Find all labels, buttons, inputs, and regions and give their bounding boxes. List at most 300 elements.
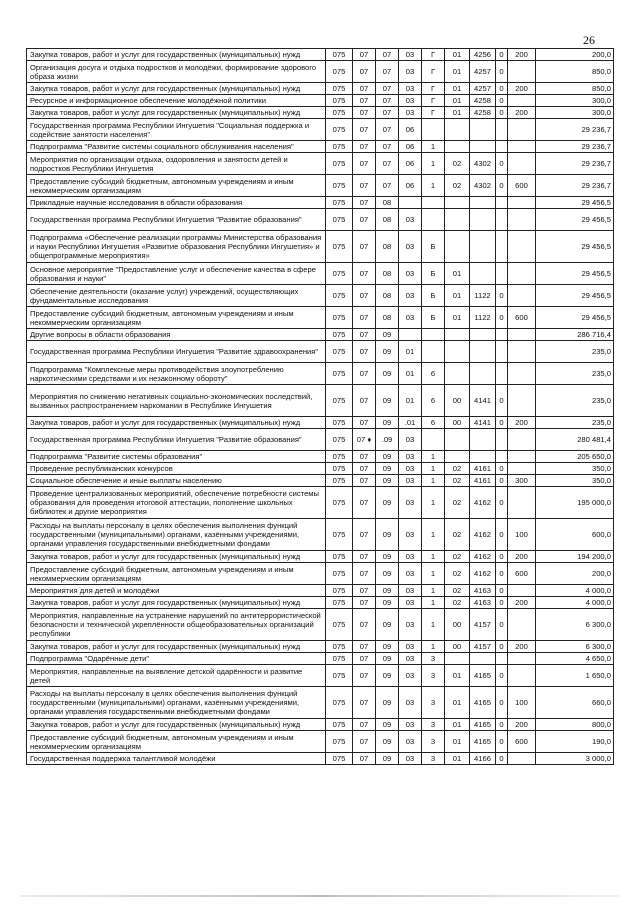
code-direction — [470, 653, 496, 665]
code-program: 03 — [399, 563, 422, 585]
row-name: Закупка товаров, работ и услуг для государственных (муниципальных) нужд — [27, 49, 326, 61]
code-main-event — [445, 451, 470, 463]
code-direction — [470, 451, 496, 463]
code-subprogram: 1 — [422, 641, 445, 653]
row-amount: 29 456,5 — [536, 197, 614, 209]
code-program: 03 — [399, 719, 422, 731]
code-admin: 075 — [326, 519, 353, 551]
code-program: 03 — [399, 285, 422, 307]
row-amount: 600,0 — [536, 519, 614, 551]
code-extra: 0 — [496, 95, 508, 107]
code-main-event: 02 — [445, 519, 470, 551]
code-program: 03 — [399, 487, 422, 519]
code-main-event: 02 — [445, 153, 470, 175]
code-direction: 4165 — [470, 665, 496, 687]
table-row — [27, 285, 614, 307]
row-name: Предоставление субсидий бюджетным, автономным учреждениям и иным некоммерческим организациям — [27, 175, 326, 197]
code-extra: 0 — [496, 753, 508, 765]
code-subsection: 09 — [376, 551, 399, 563]
code-subprogram — [422, 209, 445, 231]
row-name: Проведение централизованных мероприятий, обеспечение потребности системы образования для проведения итоговой аттестации, пополнение школьных библиотек и другие мероприятия — [27, 487, 326, 519]
table-row — [27, 341, 614, 363]
code-admin: 075 — [326, 49, 353, 61]
code-expense-type: 600 — [508, 175, 536, 197]
code-subprogram — [422, 341, 445, 363]
code-main-event: 02 — [445, 597, 470, 609]
code-subsection: 07 — [376, 153, 399, 175]
code-program: 03 — [399, 61, 422, 83]
code-extra — [496, 141, 508, 153]
code-program: 03 — [399, 451, 422, 463]
code-admin: 075 — [326, 585, 353, 597]
row-name: Государственная программа Республики Ингушетия "Социальная поддержка и содействие занятости населения" — [27, 119, 326, 141]
row-name: Подпрограмма «Обеспечение реализации программы Министерства образования и науки Республики Ингушетия «Развитие образования Республики Ингушетия» и общепрограммные мероприятия» — [27, 231, 326, 263]
table-row — [27, 563, 614, 585]
code-extra: 0 — [496, 665, 508, 687]
row-name: Мероприятия для детей и молодёжи — [27, 585, 326, 597]
row-name: Расходы на выплаты персоналу в целях обеспечения выполнения функций государственными (муниципальными) органами, казёнными учреждениями, органами управления государственными внебюджетными фондами — [27, 687, 326, 719]
code-section: 07 ♦ — [353, 429, 376, 451]
code-main-event — [445, 341, 470, 363]
table-row — [27, 231, 614, 263]
code-subsection: 09 — [376, 563, 399, 585]
code-direction: 4141 — [470, 417, 496, 429]
code-main-event — [445, 429, 470, 451]
code-subsection: 07 — [376, 61, 399, 83]
row-amount: 300,0 — [536, 95, 614, 107]
row-amount: 800,0 — [536, 719, 614, 731]
code-main-event: 02 — [445, 487, 470, 519]
code-expense-type: 200 — [508, 49, 536, 61]
row-amount: 4 000,0 — [536, 585, 614, 597]
code-program: 01 — [399, 385, 422, 417]
code-subprogram: 1 — [422, 551, 445, 563]
code-program: 03 — [399, 753, 422, 765]
code-direction — [470, 197, 496, 209]
row-name: Предоставление субсидий бюджетным, автономным учреждениям и иным некоммерческим организациям — [27, 563, 326, 585]
code-expense-type: 300 — [508, 475, 536, 487]
code-admin: 075 — [326, 597, 353, 609]
table-row — [27, 107, 614, 119]
code-extra — [496, 341, 508, 363]
code-subsection: 09 — [376, 585, 399, 597]
code-direction: 4302 — [470, 153, 496, 175]
code-main-event: 00 — [445, 641, 470, 653]
code-main-event — [445, 231, 470, 263]
code-direction: 4161 — [470, 475, 496, 487]
code-subprogram: 1 — [422, 609, 445, 641]
table-row — [27, 719, 614, 731]
code-extra — [496, 329, 508, 341]
code-admin: 075 — [326, 487, 353, 519]
row-name: Расходы на выплаты персоналу в целях обеспечения выполнения функций государственными (муниципальными) органами, казёнными учреждениями, органами управления государственными внебюджетными фондами — [27, 519, 326, 551]
code-admin: 075 — [326, 665, 353, 687]
code-subprogram: Г — [422, 107, 445, 119]
table-row — [27, 429, 614, 451]
row-name: Закупка товаров, работ и услуг для государственных (муниципальных) нужд — [27, 719, 326, 731]
row-amount: 235,0 — [536, 363, 614, 385]
code-program: 03 — [399, 519, 422, 551]
code-admin: 075 — [326, 83, 353, 95]
code-subsection: 09 — [376, 363, 399, 385]
code-section: 07 — [353, 551, 376, 563]
row-name: Закупка товаров, работ и услуг для государственных (муниципальных) нужд — [27, 83, 326, 95]
row-name: Проведение республиканских конкурсов — [27, 463, 326, 475]
row-amount: 235,0 — [536, 417, 614, 429]
table-row — [27, 197, 614, 209]
code-subsection: 09 — [376, 653, 399, 665]
code-expense-type — [508, 429, 536, 451]
code-admin: 075 — [326, 363, 353, 385]
code-admin: 075 — [326, 475, 353, 487]
code-direction: 1122 — [470, 307, 496, 329]
code-admin: 075 — [326, 341, 353, 363]
code-expense-type — [508, 665, 536, 687]
code-direction — [470, 141, 496, 153]
code-subprogram: Г — [422, 95, 445, 107]
code-subprogram: 1 — [422, 141, 445, 153]
code-section: 07 — [353, 141, 376, 153]
row-amount: 660,0 — [536, 687, 614, 719]
code-subprogram: 1 — [422, 153, 445, 175]
code-expense-type: 200 — [508, 641, 536, 653]
code-extra: 0 — [496, 49, 508, 61]
code-admin: 075 — [326, 263, 353, 285]
code-subsection: 07 — [376, 83, 399, 95]
code-extra: 0 — [496, 385, 508, 417]
code-subsection: 07 — [376, 49, 399, 61]
code-subsection: 09 — [376, 597, 399, 609]
code-admin: 075 — [326, 731, 353, 753]
code-program: .01 — [399, 417, 422, 429]
code-admin: 075 — [326, 307, 353, 329]
code-subsection: 07 — [376, 175, 399, 197]
row-name: Предоставление субсидий бюджетным, автономным учреждениям и иным некоммерческим организациям — [27, 731, 326, 753]
code-extra: 0 — [496, 731, 508, 753]
row-name: Мероприятия, направленные на устранение нарушений по антитеррористической безопасности и технической укреплённости общеобразовательных организаций республики — [27, 609, 326, 641]
code-extra: 0 — [496, 107, 508, 119]
table-row — [27, 609, 614, 641]
code-subprogram: 3 — [422, 731, 445, 753]
code-section: 07 — [353, 83, 376, 95]
table-row — [27, 175, 614, 197]
code-expense-type — [508, 451, 536, 463]
table-row — [27, 153, 614, 175]
row-name: Социальное обеспечение и иные выплаты населению — [27, 475, 326, 487]
row-name: Ресурсное и информационное обеспечение молодёжной политики — [27, 95, 326, 107]
row-amount: 200,0 — [536, 563, 614, 585]
code-program: 03 — [399, 585, 422, 597]
code-direction: 4258 — [470, 95, 496, 107]
code-direction: 4256 — [470, 49, 496, 61]
table-row — [27, 475, 614, 487]
table-row — [27, 665, 614, 687]
row-amount: 29 236,7 — [536, 141, 614, 153]
code-main-event: 00 — [445, 417, 470, 429]
code-main-event: 02 — [445, 463, 470, 475]
code-section: 07 — [353, 341, 376, 363]
code-expense-type — [508, 363, 536, 385]
code-extra: 0 — [496, 719, 508, 731]
code-direction — [470, 263, 496, 285]
code-subsection: 09 — [376, 519, 399, 551]
code-subsection: 09 — [376, 329, 399, 341]
code-subsection: .09 — [376, 429, 399, 451]
code-section: 07 — [353, 95, 376, 107]
code-subsection: 08 — [376, 263, 399, 285]
code-program: 06 — [399, 153, 422, 175]
code-admin: 075 — [326, 463, 353, 475]
row-name: Предоставление субсидий бюджетным, автономным учреждениям и иным некоммерческим организациям — [27, 307, 326, 329]
code-expense-type — [508, 463, 536, 475]
code-main-event: 01 — [445, 285, 470, 307]
table-row — [27, 451, 614, 463]
code-admin: 075 — [326, 107, 353, 119]
code-subsection: 08 — [376, 285, 399, 307]
table-row — [27, 95, 614, 107]
code-expense-type — [508, 585, 536, 597]
code-subsection: 08 — [376, 307, 399, 329]
code-admin: 075 — [326, 753, 353, 765]
code-section: 07 — [353, 585, 376, 597]
row-amount: 1 650,0 — [536, 665, 614, 687]
row-amount: 29 456,5 — [536, 307, 614, 329]
row-amount: 4 000,0 — [536, 597, 614, 609]
code-expense-type — [508, 385, 536, 417]
code-program: 03 — [399, 641, 422, 653]
code-subsection: 09 — [376, 687, 399, 719]
row-name: Прикладные научные исследования в области образования — [27, 197, 326, 209]
code-section: 07 — [353, 49, 376, 61]
code-section: 07 — [353, 107, 376, 119]
row-amount: 29 456,5 — [536, 263, 614, 285]
row-name: Закупка товаров, работ и услуг для государственных (муниципальных) нужд — [27, 551, 326, 563]
code-program: 01 — [399, 341, 422, 363]
code-main-event — [445, 119, 470, 141]
code-expense-type — [508, 341, 536, 363]
code-program: 03 — [399, 665, 422, 687]
code-main-event: 01 — [445, 665, 470, 687]
code-expense-type: 600 — [508, 563, 536, 585]
table-row — [27, 585, 614, 597]
code-admin: 075 — [326, 719, 353, 731]
code-extra: 0 — [496, 585, 508, 597]
code-section: 07 — [353, 153, 376, 175]
code-main-event: 01 — [445, 61, 470, 83]
code-main-event: 02 — [445, 475, 470, 487]
code-section: 07 — [353, 285, 376, 307]
table-row — [27, 653, 614, 665]
code-direction: 4161 — [470, 463, 496, 475]
row-amount: 29 456,5 — [536, 209, 614, 231]
code-subsection: 09 — [376, 719, 399, 731]
code-admin: 075 — [326, 197, 353, 209]
code-main-event: 01 — [445, 753, 470, 765]
code-subprogram: Б — [422, 307, 445, 329]
code-program: 03 — [399, 731, 422, 753]
code-section: 07 — [353, 641, 376, 653]
row-amount: 350,0 — [536, 475, 614, 487]
scan-edge-line — [20, 895, 620, 897]
row-name: Государственная программа Республики Ингушетия "Развитие образования" — [27, 209, 326, 231]
code-section: 07 — [353, 719, 376, 731]
code-subprogram — [422, 429, 445, 451]
code-extra: 0 — [496, 417, 508, 429]
code-program: 06 — [399, 119, 422, 141]
code-main-event: 01 — [445, 49, 470, 61]
code-extra — [496, 209, 508, 231]
code-main-event — [445, 329, 470, 341]
table-row — [27, 519, 614, 551]
code-program: 01 — [399, 363, 422, 385]
code-section: 07 — [353, 463, 376, 475]
code-section: 07 — [353, 307, 376, 329]
code-section: 07 — [353, 175, 376, 197]
code-extra: 0 — [496, 687, 508, 719]
row-amount: 235,0 — [536, 341, 614, 363]
code-direction: 4257 — [470, 61, 496, 83]
budget-table-body — [27, 49, 614, 765]
code-subsection: 09 — [376, 451, 399, 463]
code-expense-type — [508, 197, 536, 209]
row-amount: 29 236,7 — [536, 119, 614, 141]
code-section: 07 — [353, 597, 376, 609]
code-expense-type: 200 — [508, 417, 536, 429]
code-extra — [496, 231, 508, 263]
code-main-event — [445, 653, 470, 665]
row-name: Закупка товаров, работ и услуг для государственных (муниципальных) нужд — [27, 417, 326, 429]
code-subprogram: 6 — [422, 363, 445, 385]
code-section: 07 — [353, 209, 376, 231]
code-expense-type: 200 — [508, 107, 536, 119]
row-amount: 300,0 — [536, 107, 614, 119]
code-direction — [470, 429, 496, 451]
code-direction: 4163 — [470, 597, 496, 609]
code-section: 07 — [353, 329, 376, 341]
row-name: Закупка товаров, работ и услуг для государственных (муниципальных) нужд — [27, 641, 326, 653]
code-program — [399, 329, 422, 341]
code-section: 07 — [353, 385, 376, 417]
code-section: 07 — [353, 665, 376, 687]
row-amount: 29 236,7 — [536, 153, 614, 175]
code-direction: 4166 — [470, 753, 496, 765]
code-subprogram — [422, 197, 445, 209]
code-admin: 075 — [326, 285, 353, 307]
code-program: 03 — [399, 475, 422, 487]
row-name: Подпрограмма "Развитие системы социального обслуживания населения" — [27, 141, 326, 153]
code-direction: 4257 — [470, 83, 496, 95]
code-expense-type — [508, 609, 536, 641]
code-direction: 4157 — [470, 609, 496, 641]
code-section: 07 — [353, 753, 376, 765]
code-subsection: 09 — [376, 753, 399, 765]
code-expense-type — [508, 487, 536, 519]
code-program: 03 — [399, 263, 422, 285]
code-subsection: 09 — [376, 463, 399, 475]
row-name: Государственная программа Республики Ингушетия "Развитие здравоохранения" — [27, 341, 326, 363]
code-admin: 075 — [326, 95, 353, 107]
code-subsection: 09 — [376, 665, 399, 687]
code-main-event — [445, 141, 470, 153]
code-section: 07 — [353, 687, 376, 719]
code-main-event: 01 — [445, 83, 470, 95]
code-main-event: 01 — [445, 263, 470, 285]
code-subprogram: 6 — [422, 417, 445, 429]
row-name: Мероприятия по организации отдыха, оздоровления и занятости детей и подростков Республики Ингушетия — [27, 153, 326, 175]
code-subsection: 07 — [376, 95, 399, 107]
table-row — [27, 597, 614, 609]
code-subprogram: Г — [422, 49, 445, 61]
code-subprogram: Г — [422, 61, 445, 83]
table-row — [27, 463, 614, 475]
code-main-event: 02 — [445, 563, 470, 585]
code-expense-type: 600 — [508, 731, 536, 753]
code-section: 07 — [353, 263, 376, 285]
code-program: 03 — [399, 231, 422, 263]
code-section: 07 — [353, 197, 376, 209]
code-subsection: 09 — [376, 341, 399, 363]
code-subprogram: 1 — [422, 175, 445, 197]
page-number: 26 — [583, 33, 595, 47]
code-program: 03 — [399, 429, 422, 451]
table-row — [27, 49, 614, 61]
code-subprogram: 6 — [422, 385, 445, 417]
code-admin: 075 — [326, 653, 353, 665]
table-row — [27, 83, 614, 95]
row-amount: 205 650,0 — [536, 451, 614, 463]
code-extra: 0 — [496, 307, 508, 329]
code-direction — [470, 329, 496, 341]
code-direction — [470, 119, 496, 141]
table-row — [27, 641, 614, 653]
code-subprogram: 1 — [422, 585, 445, 597]
code-subsection: 09 — [376, 731, 399, 753]
code-section: 07 — [353, 363, 376, 385]
code-section: 07 — [353, 475, 376, 487]
code-extra — [496, 451, 508, 463]
table-row — [27, 209, 614, 231]
code-admin: 075 — [326, 385, 353, 417]
code-main-event — [445, 209, 470, 231]
code-extra: 0 — [496, 641, 508, 653]
code-admin: 075 — [326, 609, 353, 641]
code-direction: 4162 — [470, 551, 496, 563]
code-direction — [470, 363, 496, 385]
code-extra — [496, 197, 508, 209]
code-admin: 075 — [326, 119, 353, 141]
code-admin: 075 — [326, 61, 353, 83]
code-section: 07 — [353, 119, 376, 141]
table-row — [27, 61, 614, 83]
row-amount: 29 456,5 — [536, 285, 614, 307]
code-direction: 4162 — [470, 487, 496, 519]
code-admin: 075 — [326, 551, 353, 563]
code-program: 03 — [399, 209, 422, 231]
code-subprogram: 1 — [422, 475, 445, 487]
row-name: Закупка товаров, работ и услуг для государственных (муниципальных) нужд — [27, 597, 326, 609]
code-subsection: 08 — [376, 209, 399, 231]
code-main-event: 01 — [445, 95, 470, 107]
row-name: Подпрограмма "Развитие системы образования" — [27, 451, 326, 463]
code-program: 03 — [399, 609, 422, 641]
row-name: Подпрограмма "Одарённые дети" — [27, 653, 326, 665]
code-expense-type: 200 — [508, 597, 536, 609]
code-subsection: 09 — [376, 417, 399, 429]
row-amount: 350,0 — [536, 463, 614, 475]
code-subprogram: 3 — [422, 719, 445, 731]
code-direction: 4165 — [470, 719, 496, 731]
code-subprogram: 1 — [422, 597, 445, 609]
